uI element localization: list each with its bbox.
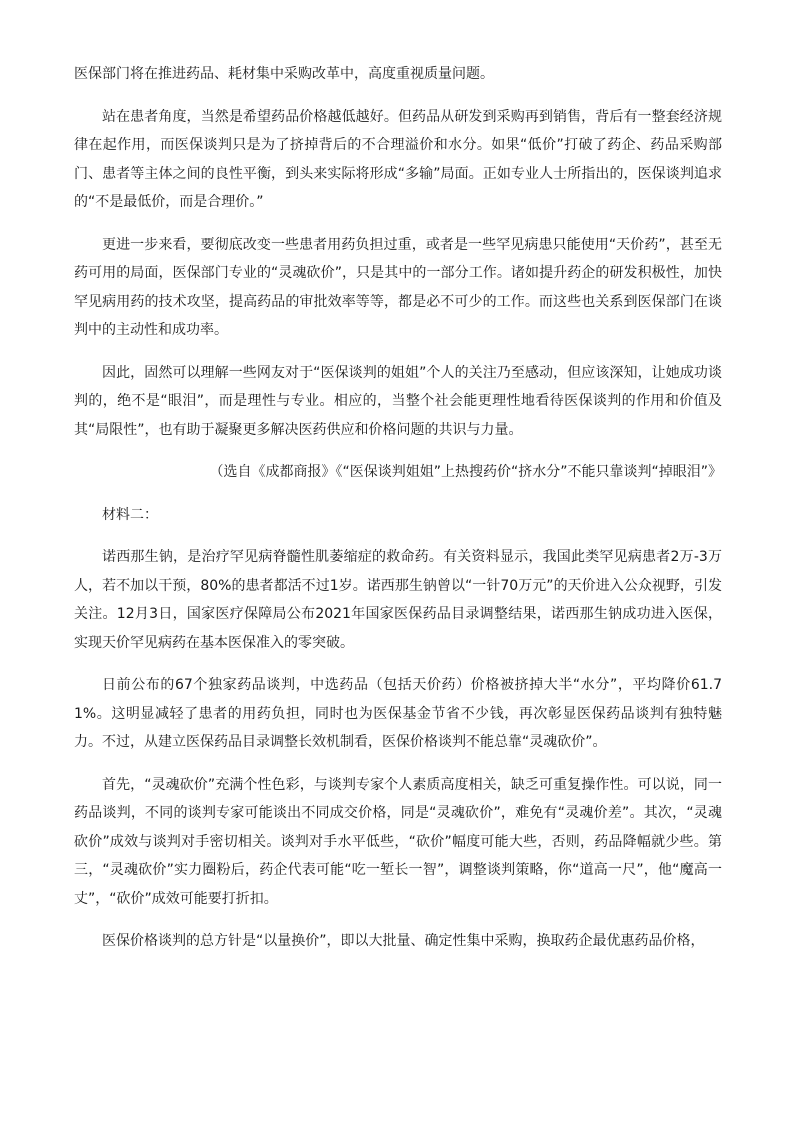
paragraph-soul-bargaining: 首先，“灵魂砍价”充满个性色彩，与谈判专家个人素质高度相关，缺乏可重复操作性。可以说，同一药品谈判，不同的谈判专家可能谈出不同成交价格，同是“灵魂砍价”，难免有“灵魂价差”。其次，“灵魂砍价”成效与谈判对手密切相关。谈判对手水平低些，“砍价”幅度可能大些，否则，药品降幅就少些。第三，“灵魂砍价”实力圈粉后，药企代表可能“吃一堑长一智”，调整谈判策略，你“道高一尺”，他“魔高一丈”，“砍价”成效可能要打折扣。 xyxy=(74,776,722,907)
paragraph-further-view: 更进一步来看，要彻底改变一些患者用药负担过重，或者是一些罕见病患只能使用“天价药”，甚至无药可用的局面，医保部门专业的“灵魂砍价”，只是其中的一部分工作。诸如提升药企的研发积极性，加快罕见病用药的技术攻坚，提高药品的审批效率等等，都是必不可少的工作。而这些也关系到医保部门在谈判中的主动性和成功率。 xyxy=(74,236,722,338)
paragraph-price-cut: 日前公布的67个独家药品谈判，中选药品（包括天价药）价格被挤掉大半“水分”，平均降价61.71%。这明显减轻了患者的用药负担，同时也为医保基金节省不少钱，再次彰显医保药品谈判有独特魅力。不过，从建立医保药品目录调整长效机制看，医保价格谈判不能总靠“灵魂砍价”。 xyxy=(74,677,722,750)
paragraph-conclusion: 因此，固然可以理解一些网友对于“医保谈判的姐姐”个人的关注乃至感动，但应该深知，让她成功谈判的，绝不是“眼泪”，而是理性与专业。相应的，当整个社会能更理性地看待医保谈判的作用和价值及其“局限性”，也有助于凝聚更多解决医药供应和价格问题的共识与力量。 xyxy=(74,364,722,438)
paragraph-patient-perspective: 站在患者角度，当然是希望药品价格越低越好。但药品从研发到采购再到销售，背后有一整套经济规律在起作用，而医保谈判只是为了挤掉背后的不合理溢价和水分。如果“低价”打破了药企、药品采购部门、患者等主体之间的良性平衡，到头来实际将形成“多输”局面。正如专业人士所指出的，医保谈判追求的“不是最低价，而是合理价。” xyxy=(74,108,722,210)
paragraph-nusinersen: 诺西那生钠，是治疗罕见病脊髓性肌萎缩症的救命药。有关资料显示，我国此类罕见病患者2万-3万人，若不加以干预，80%的患者都活不过1岁。诺西那生钠曾以“一针70万元”的天价进入公众视野，引发关注。12月3日，国家医疗保障局公布2021年国家医保药品目录调整结果，诺西那生钠成功进入医保，实现天价罕见病药在基本医保准入的零突破。 xyxy=(74,549,722,651)
document-page xyxy=(74,60,722,956)
source-citation: （选自《成都商报》《“医保谈判姐姐”上热搜药价“挤水分”不能只靠谈判“掉眼泪”》 xyxy=(209,464,722,480)
material-two-label: 材料二： xyxy=(102,506,158,523)
paragraph-intro-continued: 医保部门将在推进药品、耗材集中采购改革中，高度重视质量问题。 xyxy=(74,66,494,82)
paragraph-volume-for-price: 医保价格谈判的总方针是“以量换价”，即以大批量、确定性集中采购，换取药企最优惠药品价格， xyxy=(102,933,705,949)
